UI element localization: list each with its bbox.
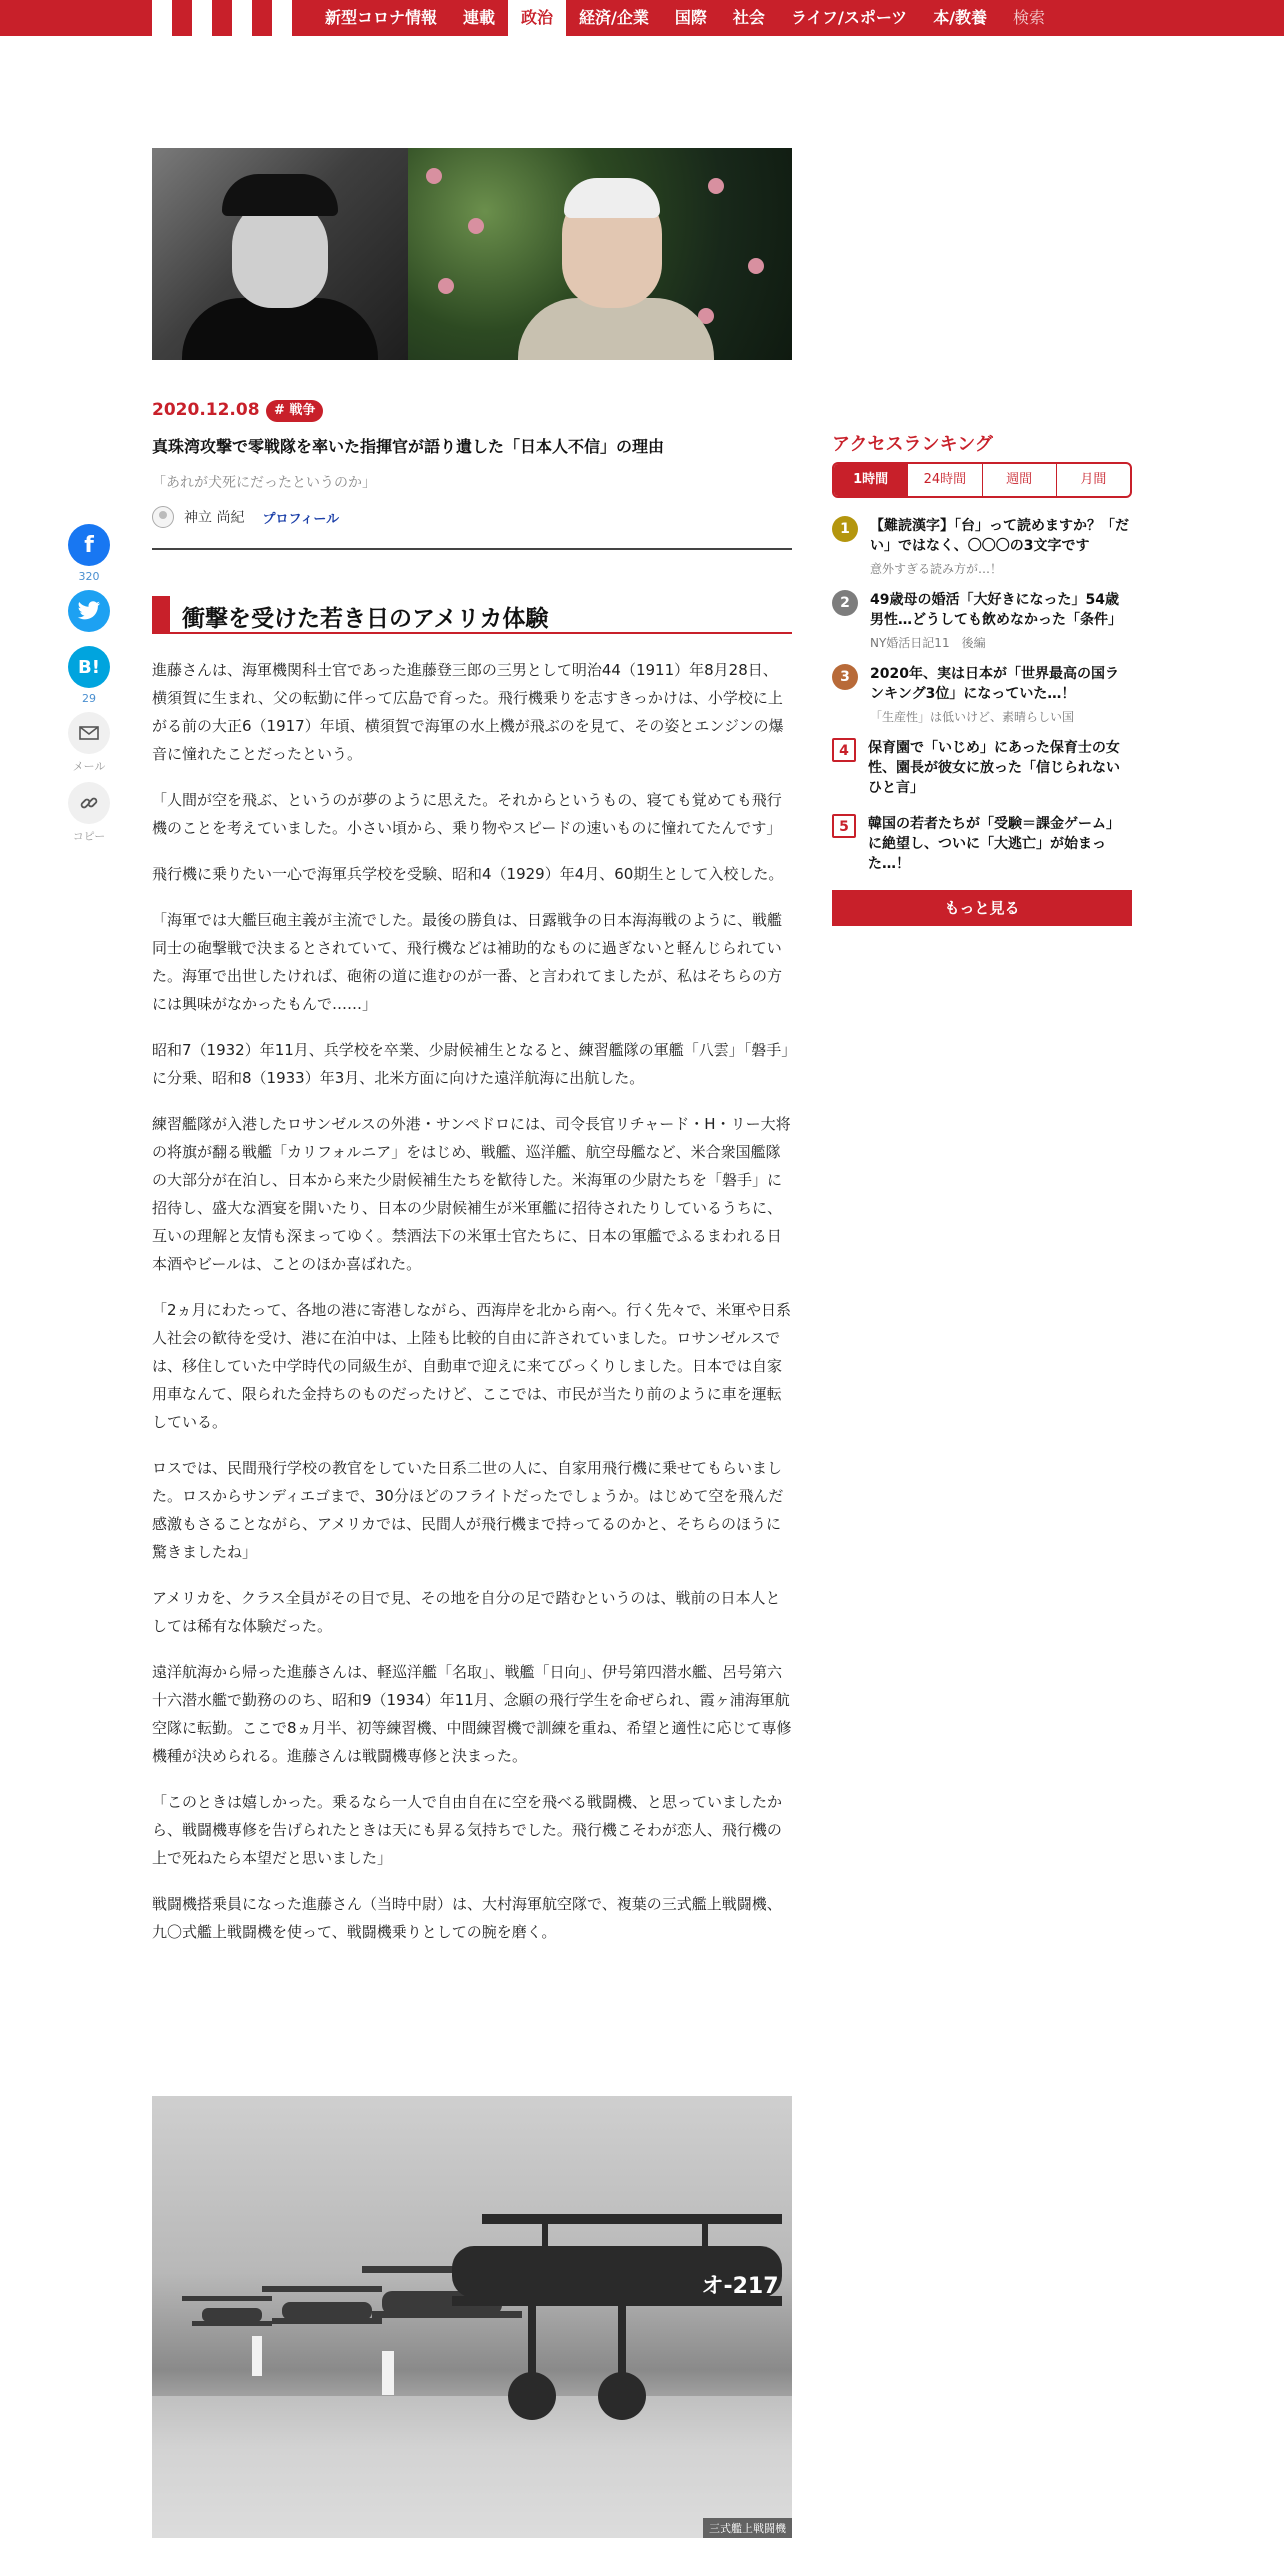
rank-number: 5 [832, 814, 856, 838]
link-icon[interactable] [68, 782, 110, 824]
tab-24hours[interactable]: 24時間 [907, 464, 981, 496]
header-divider [152, 548, 792, 550]
facebook-count: 320 [78, 570, 100, 583]
share-hatena[interactable] [68, 646, 110, 705]
ranking-item-title[interactable]: 保育園で「いじめ」にあった保育士の女性、園長が彼女に放った「信じられないひと言」 [868, 740, 1120, 796]
mail-icon[interactable] [68, 712, 110, 754]
top-nav [0, 0, 1284, 36]
biplane-illustration [152, 2096, 792, 2538]
nav-search[interactable]: 検索 [1013, 8, 1046, 27]
hero-photo-elderly-man [408, 148, 792, 360]
hatena-bookmark-icon[interactable]: B! [68, 646, 110, 688]
article-paragraph: アメリカを、クラス全員がその目で見、その地を自分の足で踏むというのは、戦前の日本人としては稀有な体験だった。 [152, 1589, 781, 1635]
tab-weekly[interactable]: 週間 [982, 464, 1056, 496]
article-paragraph: 遠洋航海から帰った進藤さんは、軽巡洋艦「名取」、戦艦「日向」、伊号第四潜水艦、呂号第六十六潜水艦で勤務ののち、昭和9（1934）年11月、念願の飛行学生を命ぜられ、霞ヶ浦海軍航空隊に転勤。ここで8ヵ月半、初等練習機、中間練習機で訓練を重ね、希望と適性に応じて専修機種が決められる。進藤さんは戦闘機専修と決まった。 [152, 1663, 792, 1765]
ranking-item-sub: 「生産性」は低いけど、素晴らしい国 [870, 710, 1075, 724]
ranking-item[interactable] [832, 814, 1132, 874]
facebook-icon[interactable]: f [68, 524, 110, 566]
nav-item-international[interactable]: 国際 [674, 8, 707, 27]
nav-item-politics[interactable]: 政治 [508, 0, 566, 36]
ranking-tabs [832, 462, 1132, 498]
share-copy[interactable] [68, 782, 110, 844]
article-paragraph: 戦闘機搭乗員になった進藤さん（当時中尉）は、大村海軍航空隊で、複葉の三式艦上戦闘機、九〇式艦上戦闘機を使って、戦闘機乗りとしての腕を磨く。 [152, 1895, 782, 1941]
ranking-item[interactable] [832, 664, 1132, 725]
nav-item-economy[interactable]: 経済/企業 [579, 8, 649, 27]
ranking-item[interactable] [832, 590, 1132, 651]
section-heading [152, 596, 792, 634]
article-paragraph: ロスでは、民間飛行学校の教官をしていた日系二世の人に、自家用飛行機に乗せてもらいました。ロスからサンディエゴまで、30分ほどのフライトだったでしょうか。はじめて空を飛んだ感激もさることながら、アメリカでは、民間人が飛行機まで持ってるのかと、そちらのほうに驚きましたね」 [152, 1459, 784, 1561]
nav-item-covid[interactable]: 新型コロナ情報 [325, 8, 438, 27]
more-ranking-button[interactable]: もっと見る [832, 890, 1132, 926]
article-paragraph: 飛行機に乗りたい一心で海軍兵学校を受験、昭和4（1929）年4月、60期生として入校した。 [152, 865, 784, 883]
profile-link[interactable]: プロフィール [262, 511, 340, 527]
rank-number: 1 [832, 516, 858, 542]
site-logo[interactable] [152, 0, 292, 36]
nav-item-series[interactable]: 連載 [463, 8, 496, 27]
ranking-title: アクセスランキング [832, 434, 993, 455]
author-line [152, 504, 339, 530]
nav-item-books[interactable]: 本/教養 [933, 8, 988, 27]
ranking-item-title[interactable]: 49歳母の婚活「大好きになった」54歳男性…どうしても飲めなかった「条件」 [870, 592, 1122, 628]
article-title: 真珠湾攻撃で零戦隊を率いた指揮官が語り遺した「日本人不信」の理由 [152, 437, 665, 456]
article-subtitle: 「あれが犬死にだったというのか」 [152, 475, 376, 491]
twitter-icon[interactable] [68, 590, 110, 632]
hatena-count: 29 [82, 692, 96, 705]
article-paragraph: 「このときは嬉しかった。乗るなら一人で自由自在に空を飛べる戦闘機、と思っていましたから、戦闘機専修を告げられたときは天にも昇る気持ちでした。飛行機こそわが恋人、飛行機の上で死ねたら本望だと思いました」 [152, 1793, 783, 1867]
ranking-item[interactable] [832, 738, 1132, 798]
author-name[interactable]: 神立 尚紀 [184, 510, 245, 526]
copy-label: コピー [72, 830, 106, 843]
article-tag[interactable]: # 戦争 [266, 400, 323, 422]
biplane-photo [152, 2096, 792, 2538]
article-body [152, 656, 792, 1964]
author-avatar-icon [152, 506, 174, 528]
article-paragraph: 「海軍では大艦巨砲主義が主流でした。最後の勝負は、日露戦争の日本海海戦のように、戦艦同士の砲撃戦で決まるとされていて、飛行機などは補助的なものに過ぎないと軽んじられていた。海軍で出世したければ、砲術の道に進むのが一番、と言われてましたが、私はそちらの方には興味がなかったもんで……」 [152, 911, 783, 1013]
ranking-item-sub: NY婚活日記11 後編 [870, 636, 986, 650]
hero-photo-young-officer [152, 148, 408, 360]
article-paragraph: 「2ヵ月にわたって、各地の港に寄港しながら、西海岸を北から南へ。行く先々で、米軍や日系人社会の歓待を受け、港に在泊中は、上陸も比較的自由に許されていました。ロサンゼルスでは、移住していた中学時代の同級生が、自動車で迎えに来てびっくりしました。日本では自家用車なんて、限られた金持ちのものだったけど、ここでは、市民が当たり前のように車を運転している。 [152, 1301, 791, 1431]
ranking-item-title[interactable]: 【難読漢字】「台」って読めますか？「だい」ではなく、〇〇〇の3文字です [870, 518, 1129, 554]
tab-monthly[interactable]: 月間 [1056, 464, 1130, 496]
mail-label: メール [72, 760, 106, 773]
ranking-item[interactable] [832, 516, 1132, 577]
rank-number: 3 [832, 664, 858, 690]
section-heading-text: 衝撃を受けた若き日のアメリカ体験 [182, 606, 549, 632]
share-facebook[interactable] [68, 524, 110, 583]
hero-image [152, 148, 792, 360]
article-paragraph: 練習艦隊が入港したロサンゼルスの外港・サンペドロには、司令長官リチャード・H・リー大将の将旗が翻る戦艦「カリフォルニア」をはじめ、戦艦、巡洋艦、航空母艦など、米合衆国艦隊の大部分が在泊し、日本から来た少尉候補生たちを歓待した。米海軍の少尉たちを「磐手」に招待し、盛大な酒宴を開いたり、日本の少尉候補生が米軍艦に招待されたりしているうちに、互いの理解と友情も深まってゆく。禁酒法下の米軍士官たちに、日本の軍艦でふるまわれる日本酒やビールは、ことのほか喜ばれた。 [152, 1115, 791, 1273]
article-date: 2020.12.08 [152, 400, 260, 420]
photo-caption: 三式艦上戦闘機 [703, 2518, 792, 2538]
nav-item-life-sports[interactable]: ライフ/スポーツ [790, 8, 908, 27]
ranking-item-sub: 意外すぎる読み方が…！ [870, 562, 1003, 576]
ranking-item-title[interactable]: 韓国の若者たちが「受験＝課金ゲーム」に絶望し、ついに「大逃亡」が始まった…！ [868, 816, 1120, 872]
share-mail[interactable] [68, 712, 110, 774]
ranking-item-title[interactable]: 2020年、実は日本が「世界最高の国ランキング3位」になっていた…！ [870, 666, 1119, 702]
aircraft-marking: オ-217 [701, 2274, 779, 2299]
rank-number: 2 [832, 590, 858, 616]
article-paragraph: 「人間が空を飛ぶ、というのが夢のように思えた。それからというもの、寝ても覚めても飛行機のことを考えていました。小さい頃から、乗り物やスピードの速いものに憧れてたんです」 [152, 791, 782, 837]
tab-1hour[interactable]: 1時間 [834, 464, 907, 496]
article-paragraph: 昭和7（1932）年11月、兵学校を卒業、少尉候補生となると、練習艦隊の軍艦「八雲」「磐手」に分乗、昭和8（1933）年3月、北米方面に向けた遠洋航海に出航した。 [152, 1041, 789, 1087]
nav-item-society[interactable]: 社会 [732, 8, 765, 27]
article-paragraph: 進藤さんは、海軍機関科士官であった進藤登三郎の三男として明治44（1911）年8月28日、横須賀に生まれ、父の転勤に伴って広島で育った。飛行機乗りを志すきっかけは、小学校に上がる前の大正6（1917）年頃、横須賀で海軍の水上機が飛ぶのを見て、その姿とエンジンの爆音に憧れたことだったという。 [152, 661, 784, 763]
share-twitter[interactable] [68, 590, 110, 632]
rank-number: 4 [832, 738, 856, 762]
